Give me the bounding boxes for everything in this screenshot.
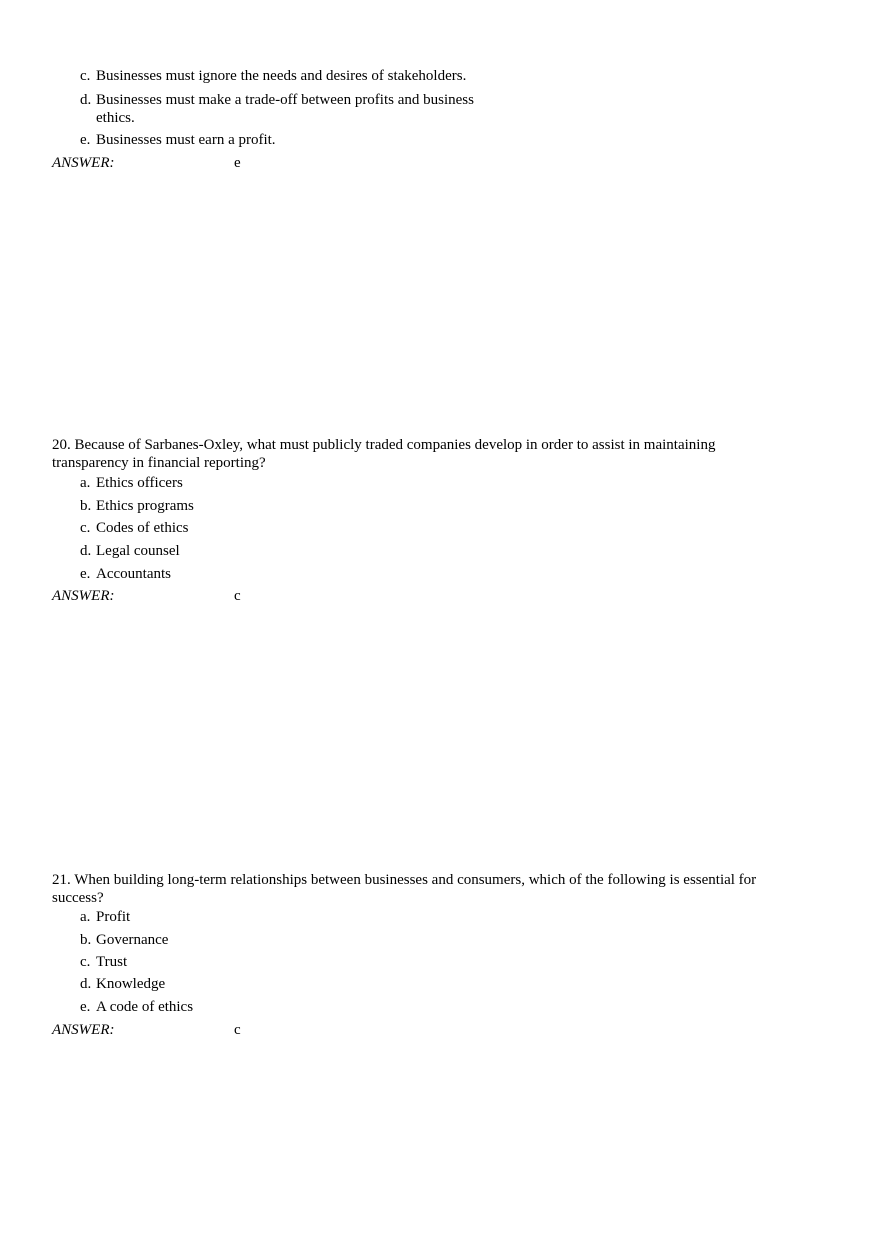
option-letter: e. xyxy=(80,566,91,582)
question-stem-line: success? xyxy=(52,890,104,906)
option-d xyxy=(80,975,520,993)
option-e xyxy=(80,131,520,149)
answer-label: ANSWER: xyxy=(52,1022,115,1038)
answer-label: ANSWER: xyxy=(52,588,115,604)
question-stem xyxy=(52,436,812,472)
option-text: Businesses must make a trade-off between profits and business xyxy=(96,92,474,108)
option-text: Legal counsel xyxy=(96,543,180,559)
option-text: Businesses must earn a profit. xyxy=(96,132,276,148)
option-letter: e. xyxy=(80,132,91,148)
option-c xyxy=(80,519,520,537)
option-b xyxy=(80,931,520,949)
answer-value: c xyxy=(234,588,241,604)
option-text: Knowledge xyxy=(96,976,166,992)
option-letter: d. xyxy=(80,92,92,108)
option-e xyxy=(80,998,520,1016)
question-stem-line: 21. When building long-term relationships between businesses and consumers, which of the following is essential for xyxy=(52,872,757,888)
option-text: A code of ethics xyxy=(96,999,194,1015)
option-letter: d. xyxy=(80,976,92,992)
option-c xyxy=(80,67,520,85)
option-text: Trust xyxy=(96,954,128,970)
option-e xyxy=(80,565,520,583)
question-stem-line: 20. Because of Sarbanes-Oxley, what must publicly traded companies develop in order to assist in maintaining xyxy=(52,437,716,453)
answer-value: c xyxy=(234,1022,241,1038)
option-letter: a. xyxy=(80,475,91,491)
answer-value: e xyxy=(234,155,241,171)
option-text: Profit xyxy=(96,909,131,925)
option-c xyxy=(80,953,520,971)
question-stem-line: transparency in financial reporting? xyxy=(52,455,266,471)
answer-label: ANSWER: xyxy=(52,155,115,171)
option-text: Ethics programs xyxy=(96,498,194,514)
option-d xyxy=(80,542,520,560)
option-text: Codes of ethics xyxy=(96,520,189,536)
option-text: Ethics officers xyxy=(96,475,183,491)
option-text: Accountants xyxy=(96,566,171,582)
option-letter: e. xyxy=(80,999,91,1015)
option-a xyxy=(80,908,520,926)
option-letter: c. xyxy=(80,520,91,536)
option-letter: c. xyxy=(80,954,91,970)
option-text: Governance xyxy=(96,932,169,948)
option-d xyxy=(80,91,520,127)
option-text: Businesses must ignore the needs and desires of stakeholders. xyxy=(96,68,467,84)
option-letter: b. xyxy=(80,498,92,514)
option-letter: d. xyxy=(80,543,92,559)
option-letter: c. xyxy=(80,68,91,84)
option-text-continuation: ethics. xyxy=(96,110,135,126)
option-letter: a. xyxy=(80,909,91,925)
option-a xyxy=(80,474,520,492)
option-letter: b. xyxy=(80,932,92,948)
option-b xyxy=(80,497,520,515)
question-stem xyxy=(52,871,812,907)
